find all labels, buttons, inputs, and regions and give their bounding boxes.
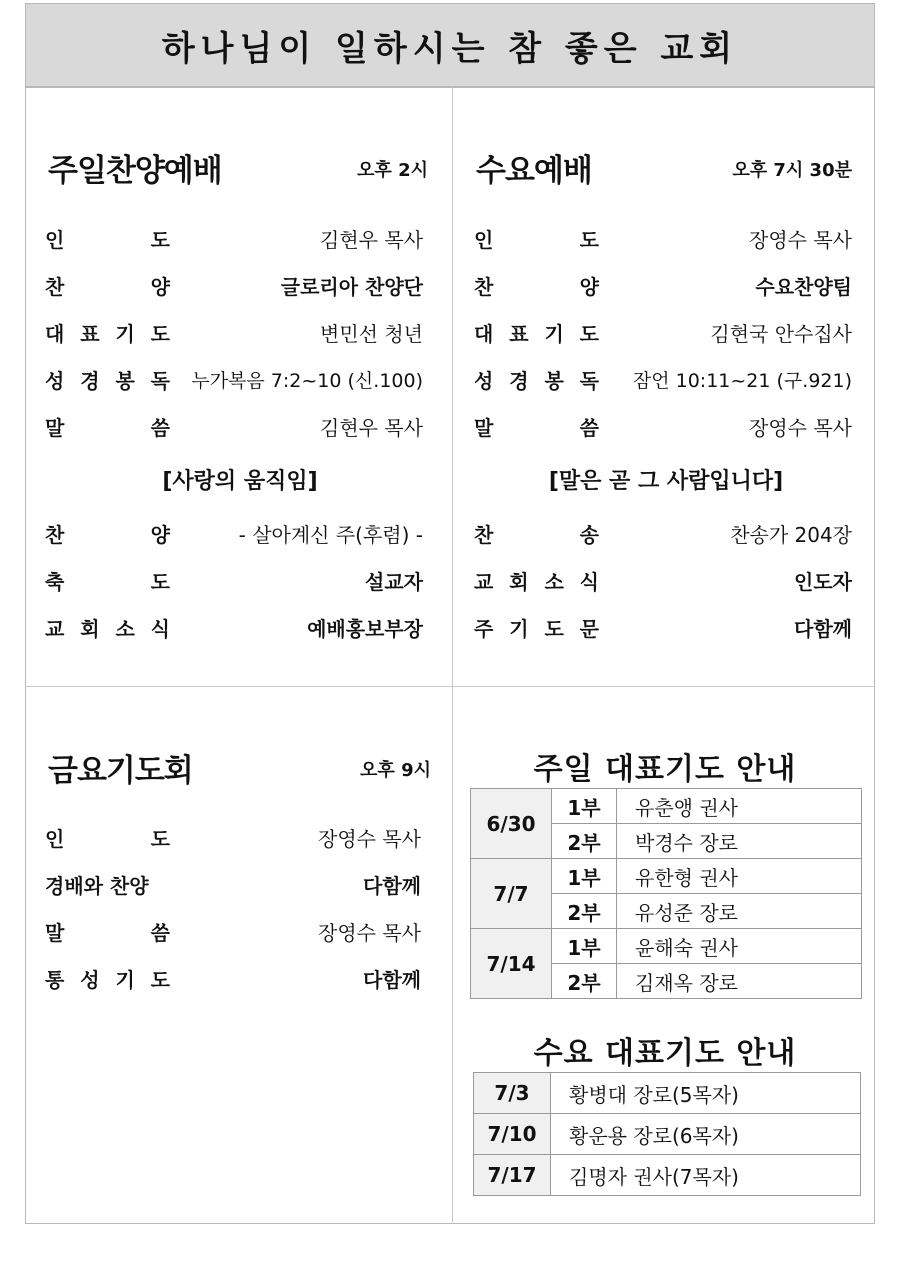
table-row: [471, 929, 862, 964]
order-label: [45, 823, 170, 852]
order-row: [474, 565, 852, 595]
order-label-char: 인: [45, 227, 65, 252]
order-value: 김현우 목사: [320, 227, 423, 252]
table-row: [474, 1073, 861, 1114]
prayer-part: 2부: [552, 824, 617, 859]
wednesday-sermon-title: [말은 곧 그 사람입니다]: [548, 469, 784, 494]
order-label: [45, 566, 170, 595]
order-label-char: 표: [80, 321, 100, 346]
table-row: [474, 1114, 861, 1155]
prayer-name: 박경수 장로: [617, 824, 862, 859]
wednesday-prayer-title: 수요 대표기도 안내: [533, 1036, 797, 1071]
order-value: 다함께: [794, 616, 852, 641]
order-row: [45, 270, 423, 300]
order-label-char: 교: [45, 616, 65, 641]
order-value: 예배홍보부장: [307, 616, 423, 641]
order-label: [474, 365, 599, 394]
order-label: [45, 365, 170, 394]
order-label: [474, 566, 599, 595]
prayer-part: 1부: [552, 859, 617, 894]
order-label-char: 통: [45, 967, 65, 992]
order-label-char: 찬: [474, 274, 494, 299]
order-label-char: 기: [115, 967, 135, 992]
order-label-char: 씀: [150, 415, 170, 440]
order-value: 글로리아 찬양단: [280, 274, 423, 299]
sunday-sermon-title: [사랑의 움직임]: [162, 469, 318, 494]
order-value: 수요찬양팀: [755, 274, 852, 299]
order-row: [45, 565, 423, 595]
order-value: 장영수 목사: [749, 415, 852, 440]
order-label: [45, 917, 170, 946]
order-label-char: 도: [579, 321, 599, 346]
order-label-char: 식: [150, 616, 170, 641]
order-label-char: 씀: [579, 415, 599, 440]
order-label-char: 씀: [150, 920, 170, 945]
wednesday-prayer-table: [473, 1072, 861, 1196]
order-label-char: 소: [544, 569, 564, 594]
order-value: 장영수 목사: [318, 826, 421, 851]
order-label-char: 양: [579, 274, 599, 299]
order-row: [474, 223, 852, 253]
prayer-date: 7/10: [474, 1114, 551, 1155]
order-label-char: 대: [474, 321, 494, 346]
order-label-char: 경배와 찬양: [45, 873, 149, 898]
wednesday-service-title: 수요예배: [476, 153, 592, 189]
sunday-prayer-title: 주일 대표기도 안내: [533, 752, 797, 787]
order-label-char: 말: [45, 920, 65, 945]
order-label-char: 성: [45, 368, 65, 393]
sunday-service-title: 주일찬양예배: [48, 153, 222, 189]
order-value: 잠언 10:11~21 (구.921): [632, 369, 852, 392]
table-row: [471, 859, 862, 894]
order-label-char: 찬: [45, 274, 65, 299]
order-label-char: 도: [150, 227, 170, 252]
order-label-char: 양: [150, 522, 170, 547]
order-label-char: 기: [509, 616, 529, 641]
order-label-char: 송: [579, 522, 599, 547]
order-label: [45, 870, 170, 899]
prayer-date: 7/17: [474, 1155, 551, 1196]
prayer-name: 윤해숙 권사: [617, 929, 862, 964]
order-row: [45, 612, 423, 642]
page-title-banner: [25, 3, 875, 87]
order-label-char: 독: [150, 368, 170, 393]
prayer-name: 유성준 장로: [617, 894, 862, 929]
order-label-char: 기: [544, 321, 564, 346]
order-label-char: 문: [579, 616, 599, 641]
order-label-char: 인: [45, 826, 65, 851]
order-label-char: 독: [579, 368, 599, 393]
order-label-char: 표: [509, 321, 529, 346]
order-row: [45, 822, 421, 852]
order-value: 누가복음 7:2~10 (신.100): [191, 369, 423, 392]
order-label-char: 도: [150, 967, 170, 992]
order-label-char: 도: [150, 826, 170, 851]
order-row: [45, 916, 421, 946]
order-label: [45, 519, 170, 548]
order-label-char: 찬: [474, 522, 494, 547]
order-label-char: 교: [474, 569, 494, 594]
order-label-char: 회: [80, 616, 100, 641]
friday-service-title: 금요기도회: [48, 753, 193, 789]
prayer-name: 황병대 장로(5목자): [551, 1073, 861, 1114]
column-divider: [452, 87, 453, 1224]
order-label: [45, 318, 170, 347]
order-row: [45, 869, 421, 899]
order-label-char: 찬: [45, 522, 65, 547]
order-label-char: 도: [150, 321, 170, 346]
order-value: 장영수 목사: [749, 227, 852, 252]
order-label-char: 축: [45, 569, 65, 594]
order-label-char: 인: [474, 227, 494, 252]
order-label: [474, 519, 599, 548]
order-row: [474, 364, 852, 394]
order-value: 김현우 목사: [320, 415, 423, 440]
prayer-name: 황운용 장로(6목자): [551, 1114, 861, 1155]
order-label-char: 말: [45, 415, 65, 440]
order-value: - 살아계신 주(후렴) -: [238, 522, 423, 547]
prayer-part: 1부: [552, 789, 617, 824]
table-row: [471, 789, 862, 824]
prayer-name: 김재옥 장로: [617, 964, 862, 999]
order-label-char: 성: [80, 967, 100, 992]
order-value: 설교자: [365, 569, 423, 594]
order-row: [474, 317, 852, 347]
order-label-char: 식: [579, 569, 599, 594]
order-label: [474, 613, 599, 642]
prayer-date: 7/3: [474, 1073, 551, 1114]
prayer-name: 유춘앵 권사: [617, 789, 862, 824]
order-row: [474, 612, 852, 642]
order-label-char: 주: [474, 616, 494, 641]
order-label-char: 대: [45, 321, 65, 346]
order-label: [474, 318, 599, 347]
order-value: 찬송가 204장: [730, 522, 852, 547]
order-value: 다함께: [363, 967, 421, 992]
order-label: [45, 412, 170, 441]
order-label-char: 경: [509, 368, 529, 393]
order-row: [45, 411, 423, 441]
prayer-date: 6/30: [471, 789, 552, 859]
order-label-char: 소: [115, 616, 135, 641]
order-value: 다함께: [363, 873, 421, 898]
prayer-part: 1부: [552, 929, 617, 964]
order-row: [474, 270, 852, 300]
order-row: [474, 518, 852, 548]
friday-service-time: 오후 9시: [360, 760, 431, 781]
order-value: 인도자: [794, 569, 852, 594]
order-label: [474, 412, 599, 441]
order-label: [474, 271, 599, 300]
prayer-date: 7/7: [471, 859, 552, 929]
order-label: [474, 224, 599, 253]
order-label-char: 성: [474, 368, 494, 393]
order-label-char: 경: [80, 368, 100, 393]
order-row: [45, 518, 423, 548]
order-row: [45, 317, 423, 347]
order-label-char: 봉: [115, 368, 135, 393]
prayer-part: 2부: [552, 964, 617, 999]
sunday-prayer-table: [470, 788, 862, 999]
prayer-name: 김명자 권사(7목자): [551, 1155, 861, 1196]
order-label-char: 도: [579, 227, 599, 252]
order-label-char: 말: [474, 415, 494, 440]
order-row: [45, 963, 421, 993]
prayer-name: 유한형 권사: [617, 859, 862, 894]
order-row: [45, 364, 423, 394]
row-divider: [25, 686, 875, 687]
order-value: 변민선 청년: [320, 321, 423, 346]
page-title: 하나님이 일하시는 참 좋은 교회: [161, 28, 739, 69]
order-row: [45, 223, 423, 253]
table-row: [474, 1155, 861, 1196]
wednesday-service-time: 오후 7시 30분: [732, 160, 852, 181]
order-value: 김현국 안수집사: [710, 321, 852, 346]
order-label-char: 도: [150, 569, 170, 594]
sunday-service-time: 오후 2시: [357, 160, 428, 181]
order-row: [474, 411, 852, 441]
order-label-char: 봉: [544, 368, 564, 393]
order-label: [45, 224, 170, 253]
order-label-char: 회: [509, 569, 529, 594]
order-label: [45, 271, 170, 300]
order-label: [45, 964, 170, 993]
order-label-char: 도: [544, 616, 564, 641]
order-label-char: 양: [150, 274, 170, 299]
prayer-date: 7/14: [471, 929, 552, 999]
order-label-char: 기: [115, 321, 135, 346]
order-value: 장영수 목사: [318, 920, 421, 945]
prayer-part: 2부: [552, 894, 617, 929]
order-label: [45, 613, 170, 642]
